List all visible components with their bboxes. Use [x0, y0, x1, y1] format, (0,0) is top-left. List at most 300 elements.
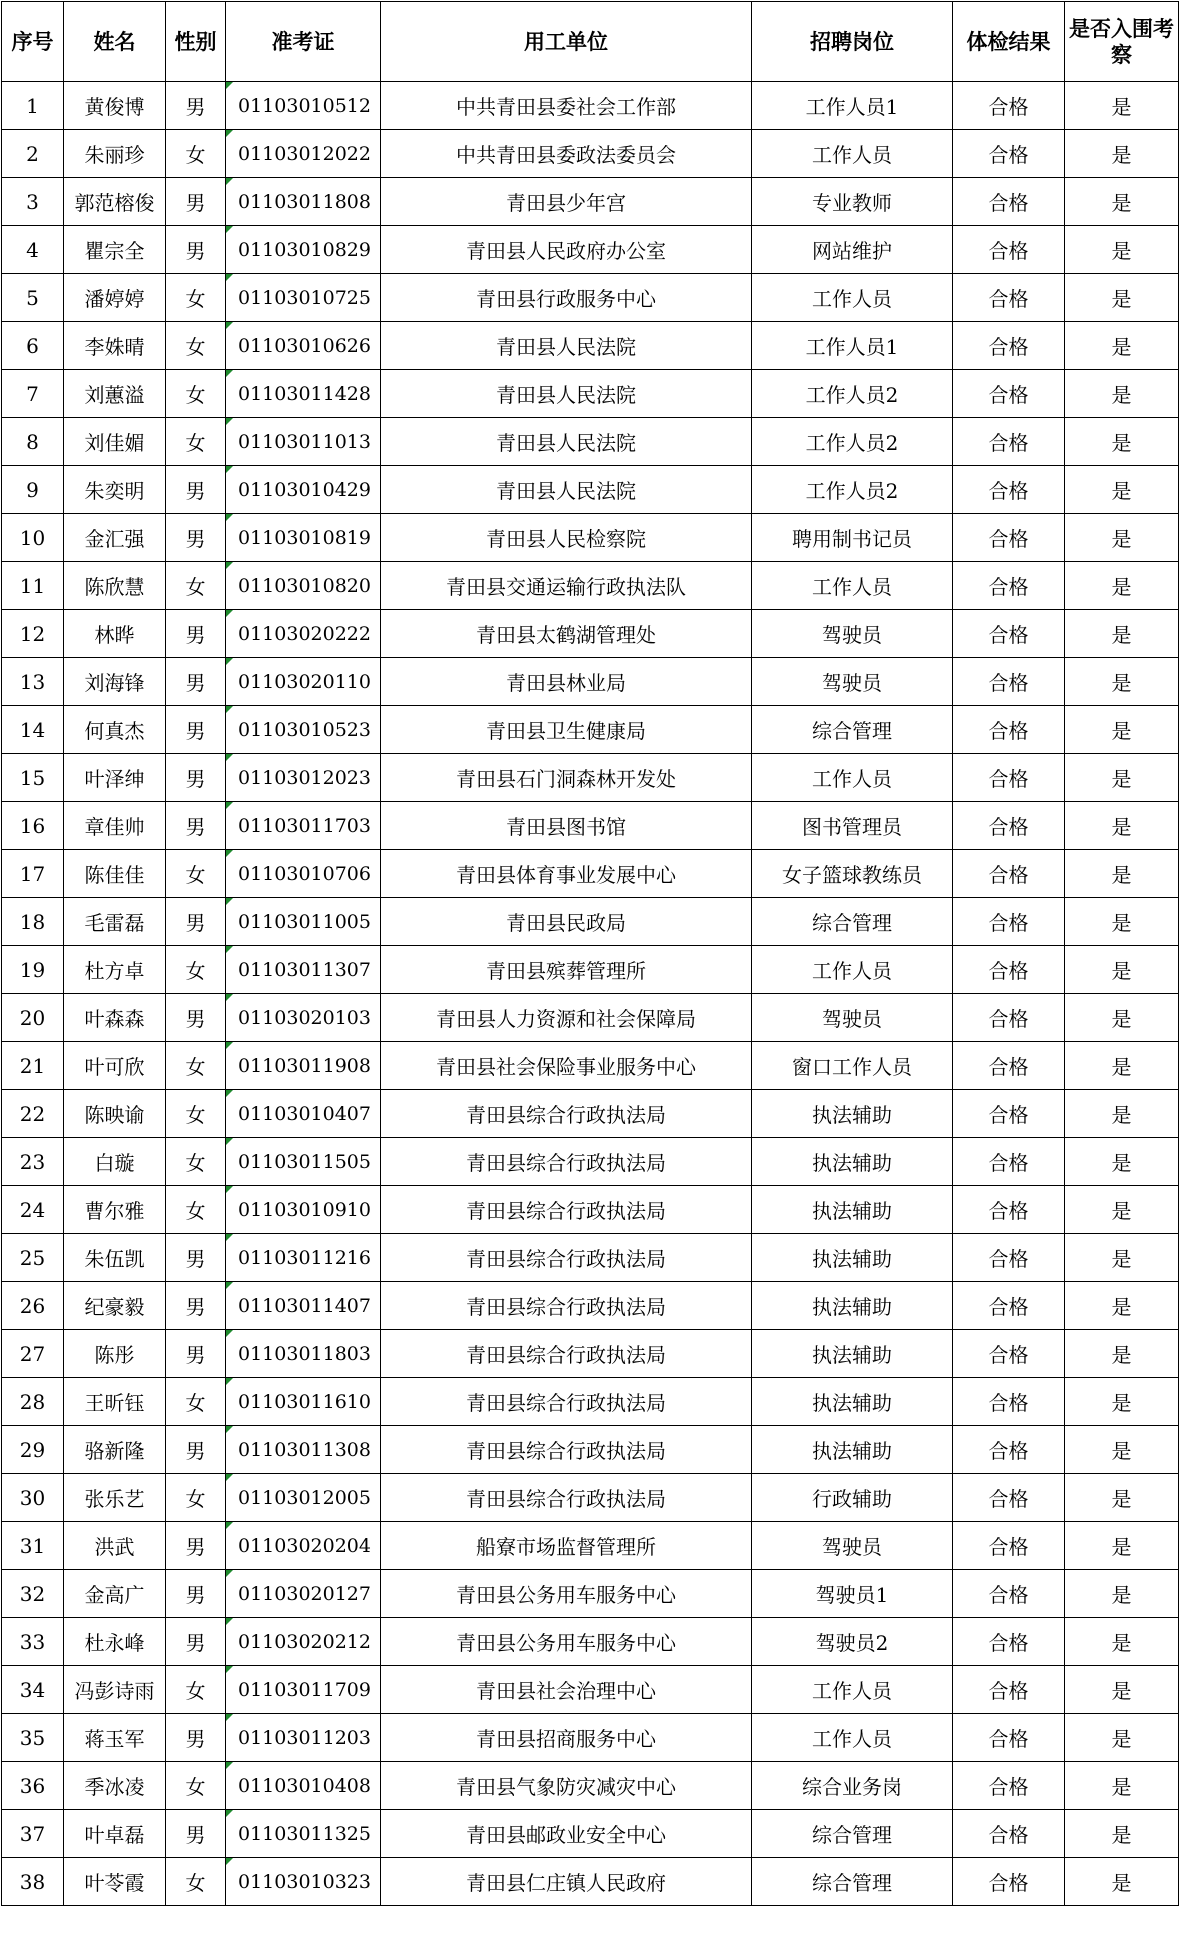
- cell-employer: 中共青田县委政法委员会: [381, 130, 752, 178]
- cell-shortlisted: 是: [1065, 1426, 1179, 1474]
- cell-gender: 女: [166, 1138, 226, 1186]
- cell-exam-id: 01103011407: [226, 1282, 381, 1330]
- cell-employer: 青田县综合行政执法局: [381, 1186, 752, 1234]
- cell-medical-result: 合格: [953, 130, 1065, 178]
- table-row: [2, 130, 1179, 178]
- cell-exam-id: 01103011325: [226, 1810, 381, 1858]
- cell-name: 陈欣慧: [64, 562, 166, 610]
- cell-shortlisted: 是: [1065, 994, 1179, 1042]
- cell-employer: 青田县人力资源和社会保障局: [381, 994, 752, 1042]
- cell-gender: 男: [166, 1714, 226, 1762]
- cell-shortlisted: 是: [1065, 1234, 1179, 1282]
- cell-shortlisted: 是: [1065, 1186, 1179, 1234]
- cell-employer: 青田县综合行政执法局: [381, 1330, 752, 1378]
- cell-index: 2: [2, 130, 64, 178]
- cell-exam-id: 01103020212: [226, 1618, 381, 1666]
- cell-employer: 青田县民政局: [381, 898, 752, 946]
- cell-medical-result: 合格: [953, 514, 1065, 562]
- cell-medical-result: 合格: [953, 1090, 1065, 1138]
- cell-shortlisted: 是: [1065, 226, 1179, 274]
- table-row: [2, 1474, 1179, 1522]
- cell-medical-result: 合格: [953, 274, 1065, 322]
- cell-position: 工作人员: [752, 562, 953, 610]
- cell-name: 瞿宗全: [64, 226, 166, 274]
- cell-medical-result: 合格: [953, 82, 1065, 130]
- table-row: [2, 610, 1179, 658]
- cell-gender: 女: [166, 1378, 226, 1426]
- table-row: [2, 946, 1179, 994]
- cell-position: 综合管理: [752, 898, 953, 946]
- cell-index: 36: [2, 1762, 64, 1810]
- cell-name: 潘婷婷: [64, 274, 166, 322]
- cell-medical-result: 合格: [953, 1522, 1065, 1570]
- cell-shortlisted: 是: [1065, 610, 1179, 658]
- cell-gender: 女: [166, 1186, 226, 1234]
- cell-name: 何真杰: [64, 706, 166, 754]
- cell-position: 工作人员1: [752, 322, 953, 370]
- cell-name: 章佳帅: [64, 802, 166, 850]
- cell-position: 执法辅助: [752, 1282, 953, 1330]
- table-row: [2, 1234, 1179, 1282]
- cell-index: 25: [2, 1234, 64, 1282]
- cell-name: 蒋玉军: [64, 1714, 166, 1762]
- cell-exam-id: 01103010706: [226, 850, 381, 898]
- cell-exam-id: 01103011203: [226, 1714, 381, 1762]
- cell-exam-id: 01103011709: [226, 1666, 381, 1714]
- cell-shortlisted: 是: [1065, 658, 1179, 706]
- cell-employer: 青田县社会保险事业服务中心: [381, 1042, 752, 1090]
- cell-exam-id: 01103010523: [226, 706, 381, 754]
- cell-shortlisted: 是: [1065, 178, 1179, 226]
- table-row: [2, 1282, 1179, 1330]
- results-table: [1, 1, 1179, 1906]
- cell-employer: 青田县人民法院: [381, 418, 752, 466]
- cell-exam-id: 01103011005: [226, 898, 381, 946]
- cell-exam-id: 01103012022: [226, 130, 381, 178]
- cell-index: 11: [2, 562, 64, 610]
- cell-employer: 青田县人民法院: [381, 370, 752, 418]
- cell-index: 4: [2, 226, 64, 274]
- cell-position: 女子篮球教练员: [752, 850, 953, 898]
- cell-index: 31: [2, 1522, 64, 1570]
- cell-employer: 青田县人民政府办公室: [381, 226, 752, 274]
- cell-index: 30: [2, 1474, 64, 1522]
- cell-employer: 青田县体育事业发展中心: [381, 850, 752, 898]
- cell-gender: 男: [166, 1330, 226, 1378]
- cell-index: 28: [2, 1378, 64, 1426]
- table-row: [2, 1426, 1179, 1474]
- cell-index: 12: [2, 610, 64, 658]
- cell-gender: 女: [166, 946, 226, 994]
- cell-name: 朱丽珍: [64, 130, 166, 178]
- cell-medical-result: 合格: [953, 1570, 1065, 1618]
- cell-name: 杜方卓: [64, 946, 166, 994]
- cell-position: 综合管理: [752, 706, 953, 754]
- cell-exam-id: 01103020204: [226, 1522, 381, 1570]
- cell-medical-result: 合格: [953, 466, 1065, 514]
- cell-medical-result: 合格: [953, 1858, 1065, 1906]
- cell-shortlisted: 是: [1065, 1042, 1179, 1090]
- cell-medical-result: 合格: [953, 226, 1065, 274]
- cell-shortlisted: 是: [1065, 1714, 1179, 1762]
- cell-shortlisted: 是: [1065, 706, 1179, 754]
- table-row: [2, 1138, 1179, 1186]
- cell-shortlisted: 是: [1065, 1666, 1179, 1714]
- cell-gender: 女: [166, 1042, 226, 1090]
- cell-gender: 男: [166, 466, 226, 514]
- cell-position: 聘用制书记员: [752, 514, 953, 562]
- cell-shortlisted: 是: [1065, 1762, 1179, 1810]
- cell-medical-result: 合格: [953, 1282, 1065, 1330]
- cell-position: 工作人员2: [752, 418, 953, 466]
- cell-name: 叶卓磊: [64, 1810, 166, 1858]
- cell-name: 骆新隆: [64, 1426, 166, 1474]
- table-row: [2, 1762, 1179, 1810]
- cell-medical-result: 合格: [953, 322, 1065, 370]
- table-row: [2, 1666, 1179, 1714]
- cell-gender: 男: [166, 82, 226, 130]
- cell-position: 驾驶员2: [752, 1618, 953, 1666]
- cell-name: 曹尔雅: [64, 1186, 166, 1234]
- cell-name: 毛雷磊: [64, 898, 166, 946]
- cell-index: 21: [2, 1042, 64, 1090]
- cell-exam-id: 01103012005: [226, 1474, 381, 1522]
- cell-index: 15: [2, 754, 64, 802]
- cell-position: 综合管理: [752, 1810, 953, 1858]
- cell-shortlisted: 是: [1065, 802, 1179, 850]
- table-row: [2, 898, 1179, 946]
- cell-name: 朱奕明: [64, 466, 166, 514]
- cell-shortlisted: 是: [1065, 274, 1179, 322]
- cell-index: 3: [2, 178, 64, 226]
- cell-employer: 青田县石门洞森林开发处: [381, 754, 752, 802]
- cell-shortlisted: 是: [1065, 82, 1179, 130]
- cell-employer: 青田县社会治理中心: [381, 1666, 752, 1714]
- cell-gender: 女: [166, 418, 226, 466]
- cell-position: 驾驶员: [752, 994, 953, 1042]
- cell-employer: 青田县人民检察院: [381, 514, 752, 562]
- cell-position: 工作人员2: [752, 466, 953, 514]
- cell-exam-id: 01103011808: [226, 178, 381, 226]
- cell-exam-id: 01103012023: [226, 754, 381, 802]
- cell-gender: 女: [166, 850, 226, 898]
- cell-name: 林晔: [64, 610, 166, 658]
- cell-exam-id: 01103011428: [226, 370, 381, 418]
- cell-exam-id: 01103020127: [226, 1570, 381, 1618]
- cell-medical-result: 合格: [953, 1138, 1065, 1186]
- cell-medical-result: 合格: [953, 946, 1065, 994]
- table-row: [2, 1858, 1179, 1906]
- table-row: [2, 1378, 1179, 1426]
- cell-name: 叶森森: [64, 994, 166, 1042]
- table-row: [2, 370, 1179, 418]
- header-index: 序号: [2, 2, 64, 82]
- table-row: [2, 562, 1179, 610]
- cell-index: 32: [2, 1570, 64, 1618]
- cell-gender: 女: [166, 1474, 226, 1522]
- cell-medical-result: 合格: [953, 1186, 1065, 1234]
- cell-employer: 青田县综合行政执法局: [381, 1138, 752, 1186]
- cell-employer: 中共青田县委社会工作部: [381, 82, 752, 130]
- cell-position: 工作人员2: [752, 370, 953, 418]
- cell-shortlisted: 是: [1065, 370, 1179, 418]
- cell-shortlisted: 是: [1065, 898, 1179, 946]
- cell-medical-result: 合格: [953, 994, 1065, 1042]
- cell-gender: 男: [166, 610, 226, 658]
- cell-exam-id: 01103010820: [226, 562, 381, 610]
- cell-gender: 男: [166, 802, 226, 850]
- cell-index: 10: [2, 514, 64, 562]
- cell-exam-id: 01103010407: [226, 1090, 381, 1138]
- cell-index: 8: [2, 418, 64, 466]
- table-row: [2, 1330, 1179, 1378]
- table-row: [2, 802, 1179, 850]
- header-name: 姓名: [64, 2, 166, 82]
- cell-name: 金高广: [64, 1570, 166, 1618]
- cell-gender: 女: [166, 322, 226, 370]
- cell-employer: 青田县综合行政执法局: [381, 1474, 752, 1522]
- cell-medical-result: 合格: [953, 898, 1065, 946]
- table-row: [2, 1090, 1179, 1138]
- cell-gender: 男: [166, 514, 226, 562]
- cell-shortlisted: 是: [1065, 1618, 1179, 1666]
- cell-exam-id: 01103010829: [226, 226, 381, 274]
- cell-gender: 男: [166, 1426, 226, 1474]
- table-row: [2, 706, 1179, 754]
- cell-name: 叶苓霞: [64, 1858, 166, 1906]
- cell-index: 6: [2, 322, 64, 370]
- cell-position: 工作人员: [752, 1714, 953, 1762]
- cell-exam-id: 01103020222: [226, 610, 381, 658]
- cell-exam-id: 01103010626: [226, 322, 381, 370]
- cell-shortlisted: 是: [1065, 1810, 1179, 1858]
- cell-index: 24: [2, 1186, 64, 1234]
- cell-name: 陈彤: [64, 1330, 166, 1378]
- cell-index: 5: [2, 274, 64, 322]
- cell-index: 13: [2, 658, 64, 706]
- cell-name: 杜永峰: [64, 1618, 166, 1666]
- cell-position: 网站维护: [752, 226, 953, 274]
- cell-shortlisted: 是: [1065, 1570, 1179, 1618]
- cell-name: 洪武: [64, 1522, 166, 1570]
- cell-employer: 青田县综合行政执法局: [381, 1090, 752, 1138]
- cell-shortlisted: 是: [1065, 130, 1179, 178]
- cell-shortlisted: 是: [1065, 850, 1179, 898]
- cell-shortlisted: 是: [1065, 562, 1179, 610]
- cell-gender: 男: [166, 1282, 226, 1330]
- cell-medical-result: 合格: [953, 802, 1065, 850]
- cell-position: 专业教师: [752, 178, 953, 226]
- cell-medical-result: 合格: [953, 1378, 1065, 1426]
- cell-position: 工作人员1: [752, 82, 953, 130]
- cell-employer: 青田县行政服务中心: [381, 274, 752, 322]
- cell-medical-result: 合格: [953, 850, 1065, 898]
- cell-employer: 青田县人民法院: [381, 322, 752, 370]
- cell-index: 23: [2, 1138, 64, 1186]
- cell-shortlisted: 是: [1065, 1858, 1179, 1906]
- table-row: [2, 658, 1179, 706]
- table-row: [2, 850, 1179, 898]
- cell-medical-result: 合格: [953, 1330, 1065, 1378]
- cell-position: 工作人员: [752, 130, 953, 178]
- cell-gender: 女: [166, 562, 226, 610]
- cell-medical-result: 合格: [953, 1474, 1065, 1522]
- table-row: [2, 82, 1179, 130]
- cell-index: 37: [2, 1810, 64, 1858]
- cell-exam-id: 01103010725: [226, 274, 381, 322]
- cell-position: 窗口工作人员: [752, 1042, 953, 1090]
- cell-gender: 男: [166, 994, 226, 1042]
- cell-medical-result: 合格: [953, 1234, 1065, 1282]
- cell-employer: 青田县招商服务中心: [381, 1714, 752, 1762]
- header-medical-result: 体检结果: [953, 2, 1065, 82]
- cell-position: 执法辅助: [752, 1138, 953, 1186]
- cell-name: 叶可欣: [64, 1042, 166, 1090]
- cell-exam-id: 01103010910: [226, 1186, 381, 1234]
- cell-position: 驾驶员: [752, 1522, 953, 1570]
- cell-shortlisted: 是: [1065, 1090, 1179, 1138]
- cell-shortlisted: 是: [1065, 754, 1179, 802]
- cell-medical-result: 合格: [953, 1666, 1065, 1714]
- cell-medical-result: 合格: [953, 754, 1065, 802]
- cell-gender: 男: [166, 706, 226, 754]
- cell-gender: 女: [166, 370, 226, 418]
- cell-exam-id: 01103011803: [226, 1330, 381, 1378]
- cell-shortlisted: 是: [1065, 514, 1179, 562]
- cell-name: 陈佳佳: [64, 850, 166, 898]
- cell-exam-id: 01103020103: [226, 994, 381, 1042]
- table-row: [2, 1714, 1179, 1762]
- cell-shortlisted: 是: [1065, 1522, 1179, 1570]
- cell-position: 工作人员: [752, 274, 953, 322]
- cell-medical-result: 合格: [953, 1810, 1065, 1858]
- cell-gender: 女: [166, 1762, 226, 1810]
- cell-name: 冯彭诗雨: [64, 1666, 166, 1714]
- cell-name: 季冰凌: [64, 1762, 166, 1810]
- cell-index: 1: [2, 82, 64, 130]
- table-row: [2, 466, 1179, 514]
- cell-gender: 男: [166, 754, 226, 802]
- cell-gender: 男: [166, 898, 226, 946]
- cell-exam-id: 01103010819: [226, 514, 381, 562]
- cell-position: 执法辅助: [752, 1378, 953, 1426]
- cell-gender: 女: [166, 130, 226, 178]
- cell-gender: 男: [166, 658, 226, 706]
- cell-index: 26: [2, 1282, 64, 1330]
- cell-exam-id: 01103011013: [226, 418, 381, 466]
- cell-medical-result: 合格: [953, 1618, 1065, 1666]
- cell-shortlisted: 是: [1065, 1330, 1179, 1378]
- cell-medical-result: 合格: [953, 1042, 1065, 1090]
- cell-shortlisted: 是: [1065, 322, 1179, 370]
- cell-employer: 青田县卫生健康局: [381, 706, 752, 754]
- table-row: [2, 418, 1179, 466]
- cell-name: 王昕钰: [64, 1378, 166, 1426]
- cell-exam-id: 01103011908: [226, 1042, 381, 1090]
- cell-employer: 青田县邮政业安全中心: [381, 1810, 752, 1858]
- table-row: [2, 754, 1179, 802]
- cell-gender: 女: [166, 1666, 226, 1714]
- cell-shortlisted: 是: [1065, 1474, 1179, 1522]
- cell-medical-result: 合格: [953, 610, 1065, 658]
- cell-index: 34: [2, 1666, 64, 1714]
- cell-index: 38: [2, 1858, 64, 1906]
- header-shortlisted: 是否入围考察: [1065, 2, 1179, 82]
- cell-index: 14: [2, 706, 64, 754]
- cell-employer: 青田县人民法院: [381, 466, 752, 514]
- cell-name: 郭范榕俊: [64, 178, 166, 226]
- cell-medical-result: 合格: [953, 418, 1065, 466]
- cell-exam-id: 01103011505: [226, 1138, 381, 1186]
- cell-medical-result: 合格: [953, 1426, 1065, 1474]
- cell-employer: 青田县殡葬管理所: [381, 946, 752, 994]
- cell-exam-id: 01103011703: [226, 802, 381, 850]
- cell-position: 执法辅助: [752, 1186, 953, 1234]
- cell-shortlisted: 是: [1065, 1282, 1179, 1330]
- cell-name: 李姝晴: [64, 322, 166, 370]
- cell-name: 叶泽绅: [64, 754, 166, 802]
- cell-name: 陈映谕: [64, 1090, 166, 1138]
- cell-index: 35: [2, 1714, 64, 1762]
- cell-exam-id: 01103010408: [226, 1762, 381, 1810]
- cell-shortlisted: 是: [1065, 946, 1179, 994]
- cell-gender: 男: [166, 1234, 226, 1282]
- cell-shortlisted: 是: [1065, 1138, 1179, 1186]
- cell-shortlisted: 是: [1065, 418, 1179, 466]
- cell-gender: 女: [166, 1090, 226, 1138]
- cell-exam-id: 01103010512: [226, 82, 381, 130]
- table-row: [2, 514, 1179, 562]
- cell-position: 综合业务岗: [752, 1762, 953, 1810]
- cell-employer: 船寮市场监督管理所: [381, 1522, 752, 1570]
- cell-index: 27: [2, 1330, 64, 1378]
- cell-employer: 青田县林业局: [381, 658, 752, 706]
- cell-exam-id: 01103020110: [226, 658, 381, 706]
- cell-name: 朱伍凯: [64, 1234, 166, 1282]
- cell-index: 7: [2, 370, 64, 418]
- header-employer: 用工单位: [381, 2, 752, 82]
- cell-position: 工作人员: [752, 1666, 953, 1714]
- cell-exam-id: 01103011307: [226, 946, 381, 994]
- cell-exam-id: 01103011216: [226, 1234, 381, 1282]
- table-row: [2, 1042, 1179, 1090]
- cell-position: 综合管理: [752, 1858, 953, 1906]
- header-row: [2, 2, 1179, 82]
- cell-position: 执法辅助: [752, 1234, 953, 1282]
- header-gender: 性别: [166, 2, 226, 82]
- cell-employer: 青田县太鹤湖管理处: [381, 610, 752, 658]
- cell-medical-result: 合格: [953, 1762, 1065, 1810]
- cell-medical-result: 合格: [953, 562, 1065, 610]
- cell-gender: 女: [166, 274, 226, 322]
- cell-employer: 青田县少年宫: [381, 178, 752, 226]
- cell-index: 19: [2, 946, 64, 994]
- cell-name: 刘海锋: [64, 658, 166, 706]
- cell-exam-id: 01103010323: [226, 1858, 381, 1906]
- cell-index: 9: [2, 466, 64, 514]
- cell-shortlisted: 是: [1065, 466, 1179, 514]
- cell-position: 执法辅助: [752, 1090, 953, 1138]
- table-row: [2, 1570, 1179, 1618]
- header-exam-id: 准考证: [226, 2, 381, 82]
- table-row: [2, 322, 1179, 370]
- cell-name: 金汇强: [64, 514, 166, 562]
- cell-gender: 男: [166, 226, 226, 274]
- cell-medical-result: 合格: [953, 658, 1065, 706]
- cell-position: 执法辅助: [752, 1426, 953, 1474]
- cell-index: 22: [2, 1090, 64, 1138]
- cell-employer: 青田县公务用车服务中心: [381, 1618, 752, 1666]
